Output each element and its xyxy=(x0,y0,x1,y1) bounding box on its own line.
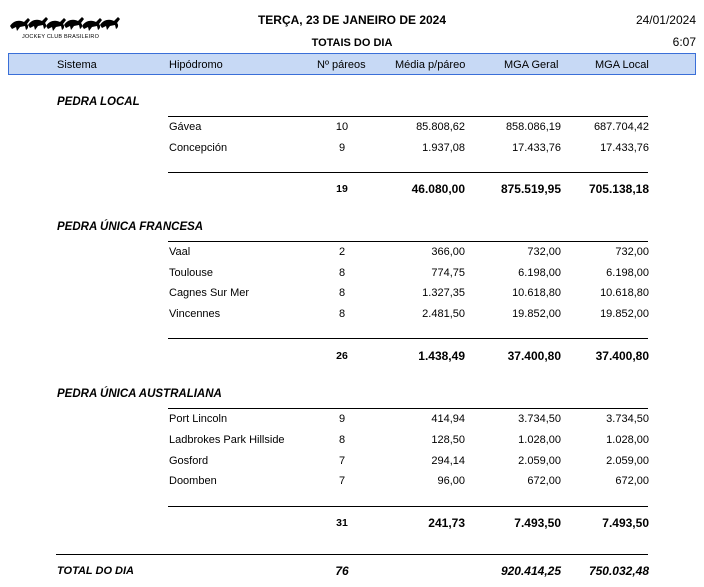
mga-local-cell: 3.734,50 xyxy=(606,413,649,425)
total-mga-local: 37.400,80 xyxy=(595,349,649,363)
table-row xyxy=(0,246,704,260)
n-pareos-cell: 8 xyxy=(338,287,346,299)
total-n-pareos: 19 xyxy=(336,183,348,195)
grand-total-mga-local: 750.032,48 xyxy=(588,564,649,578)
mga-geral-cell: 3.734,50 xyxy=(518,413,561,425)
total-media: 241,73 xyxy=(428,516,465,530)
hipodromo-cell: Concepción xyxy=(169,142,228,154)
n-pareos-cell: 8 xyxy=(338,267,346,279)
column-header-bar xyxy=(8,53,696,75)
col-n-pareos: Nº páreos xyxy=(317,59,366,71)
mga-geral-cell: 2.059,00 xyxy=(518,455,561,467)
subtotal-divider xyxy=(168,506,648,507)
media-cell: 294,14 xyxy=(431,455,465,467)
report-title: TERÇA, 23 DE JANEIRO DE 2024 xyxy=(257,13,447,27)
col-media: Média p/páreo xyxy=(395,59,466,71)
mga-local-cell: 17.433,76 xyxy=(600,142,649,154)
media-cell: 414,94 xyxy=(431,413,465,425)
hipodromo-cell: Ladbrokes Park Hillside xyxy=(169,434,285,446)
hipodromo-cell: Cagnes Sur Mer xyxy=(169,287,250,299)
total-mga-local: 7.493,50 xyxy=(602,516,649,530)
n-pareos-cell: 7 xyxy=(338,455,346,467)
section-divider xyxy=(168,116,648,117)
media-cell: 774,75 xyxy=(431,267,465,279)
mga-geral-cell: 732,00 xyxy=(527,246,561,258)
mga-local-cell: 10.618,80 xyxy=(600,287,649,299)
n-pareos-cell: 8 xyxy=(338,308,346,320)
mga-geral-cell: 17.433,76 xyxy=(512,142,561,154)
total-mga-geral: 7.493,50 xyxy=(514,516,561,530)
mga-local-cell: 19.852,00 xyxy=(600,308,649,320)
hipodromo-cell: Toulouse xyxy=(169,267,214,279)
mga-geral-cell: 1.028,00 xyxy=(518,434,561,446)
mga-local-cell: 2.059,00 xyxy=(606,455,649,467)
section-divider xyxy=(168,241,648,242)
total-n-pareos: 31 xyxy=(336,517,348,529)
n-pareos-cell: 2 xyxy=(338,246,346,258)
n-pareos-cell: 10 xyxy=(335,121,349,133)
section-total-row xyxy=(0,516,704,530)
n-pareos-cell: 7 xyxy=(338,475,346,487)
logo-text: JOCKEY CLUB BRASILEIRO xyxy=(22,34,100,40)
section-title: PEDRA ÚNICA FRANCESA xyxy=(57,221,204,233)
grand-total-divider xyxy=(56,554,648,555)
total-media: 46.080,00 xyxy=(411,182,465,196)
mga-local-cell: 1.028,00 xyxy=(606,434,649,446)
mga-local-cell: 732,00 xyxy=(615,246,649,258)
mga-local-cell: 672,00 xyxy=(615,475,649,487)
n-pareos-cell: 8 xyxy=(338,434,346,446)
section-divider xyxy=(168,408,648,409)
n-pareos-cell: 9 xyxy=(338,413,346,425)
report-subtitle: TOTAIS DO DIA xyxy=(311,37,393,49)
col-mga-local: MGA Local xyxy=(595,59,649,71)
subtotal-divider xyxy=(168,172,648,173)
mga-geral-cell: 6.198,00 xyxy=(518,267,561,279)
media-cell: 366,00 xyxy=(431,246,465,258)
col-sistema: Sistema xyxy=(57,59,97,71)
total-mga-local: 705.138,18 xyxy=(588,182,649,196)
section-total-row xyxy=(0,182,704,196)
total-mga-geral: 875.519,95 xyxy=(500,182,561,196)
grand-total-n-pareos: 76 xyxy=(335,564,349,578)
section-title: PEDRA LOCAL xyxy=(57,96,140,108)
media-cell: 96,00 xyxy=(437,475,465,487)
table-row xyxy=(0,475,704,489)
table-row xyxy=(0,121,704,135)
media-cell: 128,50 xyxy=(431,434,465,446)
report-date: 24/01/2024 xyxy=(635,13,696,27)
col-hipodromo: Hipódromo xyxy=(169,59,223,71)
media-cell: 85.808,62 xyxy=(416,121,465,133)
subtotal-divider xyxy=(168,338,648,339)
table-row xyxy=(0,455,704,469)
table-row xyxy=(0,308,704,322)
media-cell: 2.481,50 xyxy=(422,308,465,320)
section-title: PEDRA ÚNICA AUSTRALIANA xyxy=(57,388,222,400)
report-time: 6:07 xyxy=(672,35,696,49)
grand-total-row xyxy=(0,564,704,578)
n-pareos-cell: 9 xyxy=(338,142,346,154)
grand-total-mga-geral: 920.414,25 xyxy=(500,564,561,578)
total-media: 1.438,49 xyxy=(418,349,465,363)
mga-geral-cell: 10.618,80 xyxy=(512,287,561,299)
hipodromo-cell: Gávea xyxy=(169,121,202,133)
mga-geral-cell: 672,00 xyxy=(527,475,561,487)
media-cell: 1.937,08 xyxy=(422,142,465,154)
media-cell: 1.327,35 xyxy=(422,287,465,299)
hipodromo-cell: Port Lincoln xyxy=(169,413,228,425)
section-total-row xyxy=(0,349,704,363)
mga-local-cell: 687.704,42 xyxy=(593,121,649,133)
hipodromo-cell: Gosford xyxy=(169,455,209,467)
table-row xyxy=(0,267,704,281)
table-row xyxy=(0,413,704,427)
table-row xyxy=(0,142,704,156)
mga-geral-cell: 858.086,19 xyxy=(505,121,561,133)
total-mga-geral: 37.400,80 xyxy=(507,349,561,363)
hipodromo-cell: Vincennes xyxy=(169,308,221,320)
hipodromo-cell: Vaal xyxy=(169,246,191,258)
table-row xyxy=(0,434,704,448)
grand-total-label: TOTAL DO DIA xyxy=(57,565,134,577)
mga-local-cell: 6.198,00 xyxy=(606,267,649,279)
mga-geral-cell: 19.852,00 xyxy=(512,308,561,320)
hipodromo-cell: Doomben xyxy=(169,475,217,487)
table-row xyxy=(0,287,704,301)
total-n-pareos: 26 xyxy=(336,350,348,362)
col-mga-geral: MGA Geral xyxy=(504,59,559,71)
